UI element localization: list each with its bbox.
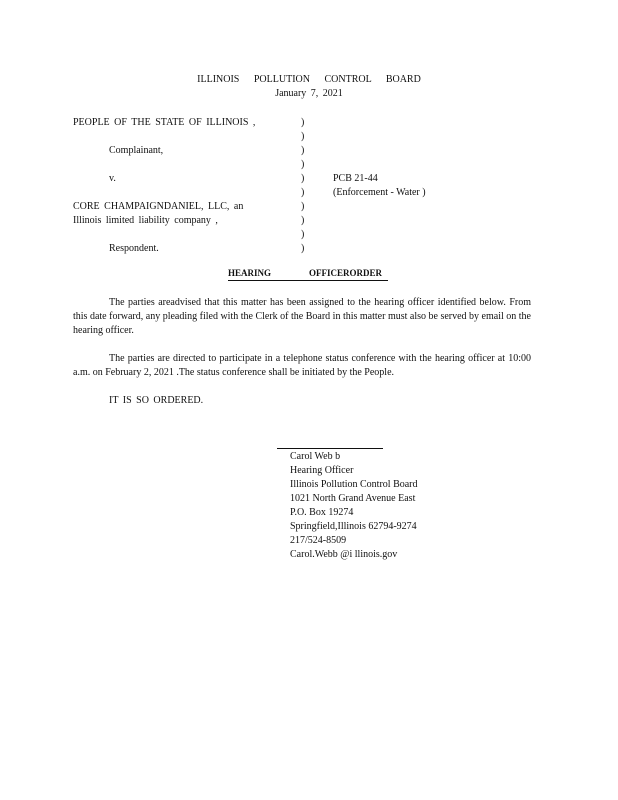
versus-label: v.: [109, 173, 116, 184]
paragraph-assignment: The parties areadvised that this matter has been assigned to the hearing officer identified below. From this date forward, any pleading filed with the Clerk of the Board in this matter must also be served by email on the hearing officer.: [73, 297, 531, 336]
order-date: January 7, 2021: [275, 88, 343, 99]
caption-paren: ): [301, 145, 305, 156]
case-number: PCB 21-44: [333, 173, 378, 184]
signature-address: 1021 North Grand Avenue East: [290, 493, 416, 504]
caption-paren: ): [301, 173, 305, 184]
signature-line: [277, 448, 383, 449]
complainant-name: PEOPLE OF THE STATE OF ILLINOIS ,: [73, 117, 256, 128]
signature-agency: Illinois Pollution Control Board: [290, 479, 418, 490]
signature-title: Hearing Officer: [290, 465, 354, 476]
signature-po-box: P.O. Box 19274: [290, 507, 354, 518]
caption-paren: ): [301, 201, 305, 212]
caption-paren: ): [301, 229, 305, 240]
order-title-part2: OFFICERORDER: [309, 268, 383, 278]
caption-paren: ): [301, 215, 305, 226]
respondent-name-line2: Illinois limited liability company ,: [73, 215, 218, 226]
so-ordered: IT IS SO ORDERED.: [109, 395, 204, 406]
caption-paren: ): [301, 159, 305, 170]
complainant-label: Complainant,: [109, 145, 164, 156]
board-name-heading: ILLINOIS POLLUTION CONTROL BOARD: [197, 74, 421, 85]
caption-paren: ): [301, 243, 305, 254]
respondent-label: Respondent.: [109, 243, 159, 254]
caption-paren: ): [301, 187, 305, 198]
signature-email: Carol.Webb @i llinois.gov: [290, 549, 398, 560]
signature-phone: 217/524-8509: [290, 535, 347, 546]
signature-city: Springfield,Illinois 62794-9274: [290, 521, 417, 532]
case-type: (Enforcement - Water ): [333, 187, 426, 198]
respondent-name-line1: CORE CHAMPAIGNDANIEL, LLC, an: [73, 201, 244, 212]
signature-name: Carol Web b: [290, 451, 341, 462]
caption-paren: ): [301, 117, 305, 128]
paragraph-status-conference: The parties are directed to participate in a telephone status conference with the hearing officer at 10:00 a.m. on February 2, 2021 .The status conference shall be initiated by the People.: [73, 353, 531, 378]
order-title-part1: HEARING: [228, 268, 272, 278]
caption-paren: ): [301, 131, 305, 142]
order-title: [228, 268, 388, 281]
